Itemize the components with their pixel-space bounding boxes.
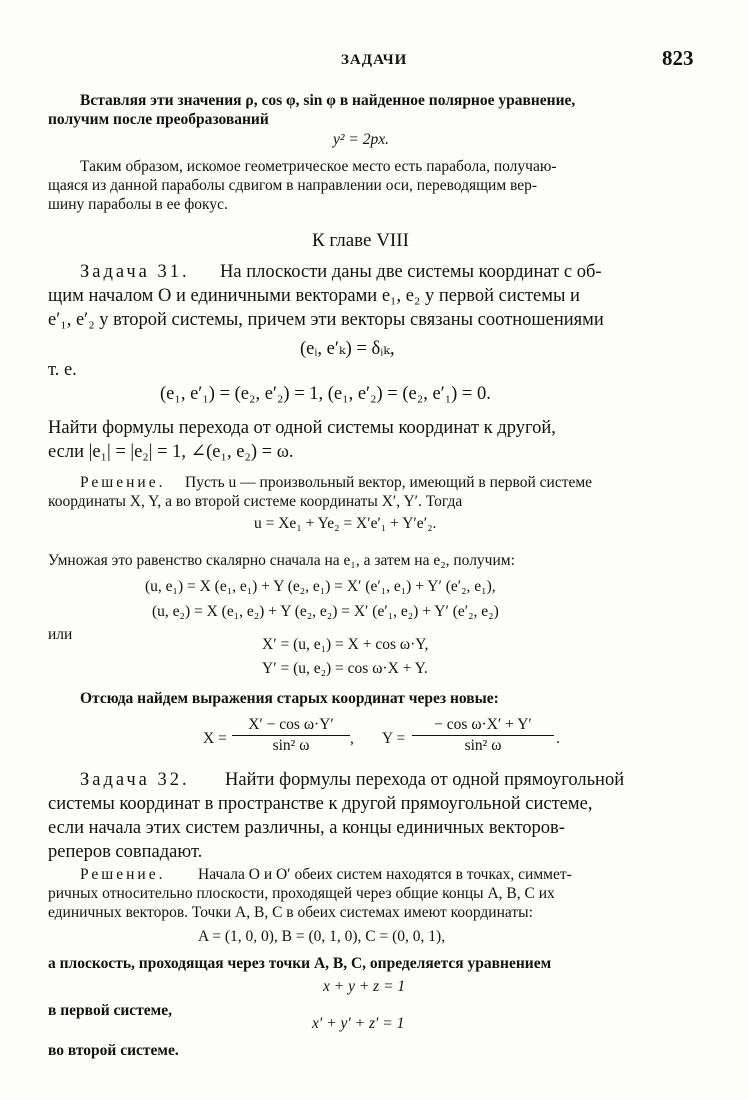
intro-p2-line-1: Таким образом, искомое геометрическое место есть парабола, получаю- (80, 158, 557, 175)
problem-31-solution-eq: u = Xe₁ + Ye₂ = X′e′₁ + Y′e′₂. (254, 515, 437, 532)
problem-32-line-3: если начала этих систем различны, а концы единичных векторов- (48, 818, 565, 838)
running-header: ЗАДАЧИ (341, 52, 408, 68)
problem-31-eq-4: (u, e₂) = X (e₁, e₂) + Y (e₂, e₂) = X′ (e′₁, e₂) + Y′ (e′₂, e₂) (152, 603, 499, 620)
intro-line-1: Вставляя эти значения ρ, cos φ, sin φ в найденное полярное уравнение, (80, 92, 576, 109)
problem-32-line-2: системы координат в пространстве к другой прямоугольной системе, (48, 794, 593, 814)
problem-31-solution-line-1: Пусть u — произвольный вектор, имеющий в первой системе (185, 474, 593, 491)
problem-31-ili: или (48, 626, 73, 643)
page-number: 823 (662, 46, 694, 70)
formula-x-lhs: X = (203, 730, 227, 747)
intro-p2-line-2: щаяся из данной параболы сдвигом в направлении оси, переводящим вер- (48, 177, 538, 194)
problem-32-label: Задача 32. (80, 770, 190, 790)
formula-x-numerator: X′ − cos ω·Y′ (248, 716, 334, 733)
problem-31-te: т. е. (48, 360, 77, 380)
formula-x-denominator: sin² ω (272, 737, 310, 754)
problem-31-hence-line: Отсюда найдем выражения старых координат через новые: (80, 690, 499, 707)
problem-32-first-system: в первой системе, (48, 1002, 172, 1019)
problem-31-label: Задача 31. (80, 262, 190, 282)
formula-x-comma: , (350, 730, 354, 747)
problem-31-line-2: щим началом O и единичными векторами e₁, e₂ у первой системы и (48, 286, 580, 306)
problem-31-line-5: если |e₁| = |e₂| = 1, ∠(e₁, e₂) = ω. (48, 442, 294, 462)
problem-31-eq-1: (eᵢ, e′ₖ) = δᵢₖ, (300, 339, 395, 359)
problem-32-solution-label: Решение. (80, 866, 166, 883)
problem-32-plane-line: а плоскость, проходящая через точки A, B, C, определяется уравнением (48, 955, 552, 972)
problem-32-line-4: реперов совпадают. (48, 842, 203, 862)
formula-y-fraction (412, 716, 554, 755)
chapter-heading: К главе VIII (312, 230, 409, 251)
formula-x-bar (232, 735, 350, 736)
formula-y-period: . (556, 730, 560, 747)
problem-31-line-3: e′₁, e′₂ у второй системы, причем эти векторы связаны соотношениями (48, 310, 604, 330)
problem-31-eq-5: X′ = (u, e₁) = X + cos ω·Y, (262, 636, 429, 653)
problem-31-eq-3: (u, e₁) = X (e₁, e₁) + Y (e₂, e₁) = X′ (e′₁, e₁) + Y′ (e′₂, e₁), (145, 578, 496, 595)
formula-y-denominator: sin² ω (464, 737, 502, 754)
intro-p2-line-3: шину параболы в ее фокус. (48, 196, 228, 213)
problem-32-solution-line-3: единичных векторов. Точки A, B, C в обеих системах имеют координаты: (48, 904, 533, 921)
problem-32-solution-line-2: ричных относительно плоскости, проходящей через общие концы A, B, C их (48, 885, 555, 902)
problem-31-multiply-line: Умножая это равенство скалярно сначала на e₁, а затем на e₂, получим: (48, 552, 515, 569)
intro-equation: y² = 2px. (333, 131, 389, 148)
problem-31-eq-6: Y′ = (u, e₂) = cos ω·X + Y. (262, 660, 428, 677)
problem-32-solution-line-1: Начала O и O′ обеих систем находятся в точках, симмет- (198, 866, 572, 883)
problem-32-plane-eq-1: x + y + z = 1 (323, 978, 406, 995)
formula-y-numerator: − cos ω·X′ + Y′ (434, 716, 532, 733)
intro-line-2: получим после преобразований (48, 111, 269, 128)
problem-31-eq-2: (e₁, e′₁) = (e₂, e′₂) = 1, (e₁, e′₂) = (e₂, e′₁) = 0. (160, 384, 491, 404)
problem-32-coords: A = (1, 0, 0), B = (0, 1, 0), C = (0, 0, 1), (198, 928, 446, 945)
problem-32-line-1: Найти формулы перехода от одной прямоугольной (225, 770, 625, 790)
problem-32-second-system: во второй системе. (48, 1042, 179, 1059)
problem-31-solution-line-2: координаты X, Y, а во второй системе координаты X′, Y′. Тогда (48, 493, 463, 510)
formula-x-fraction (232, 716, 350, 755)
problem-32-plane-eq-2: x′ + y′ + z′ = 1 (312, 1015, 405, 1032)
problem-31-line-4: Найти формулы перехода от одной системы координат к другой, (48, 418, 556, 438)
problem-31-line-1: На плоскости даны две системы координат с об- (220, 262, 602, 282)
problem-31-solution-label: Решение. (80, 474, 166, 491)
formula-y-lhs: Y = (382, 730, 406, 747)
formula-y-bar (412, 735, 554, 736)
